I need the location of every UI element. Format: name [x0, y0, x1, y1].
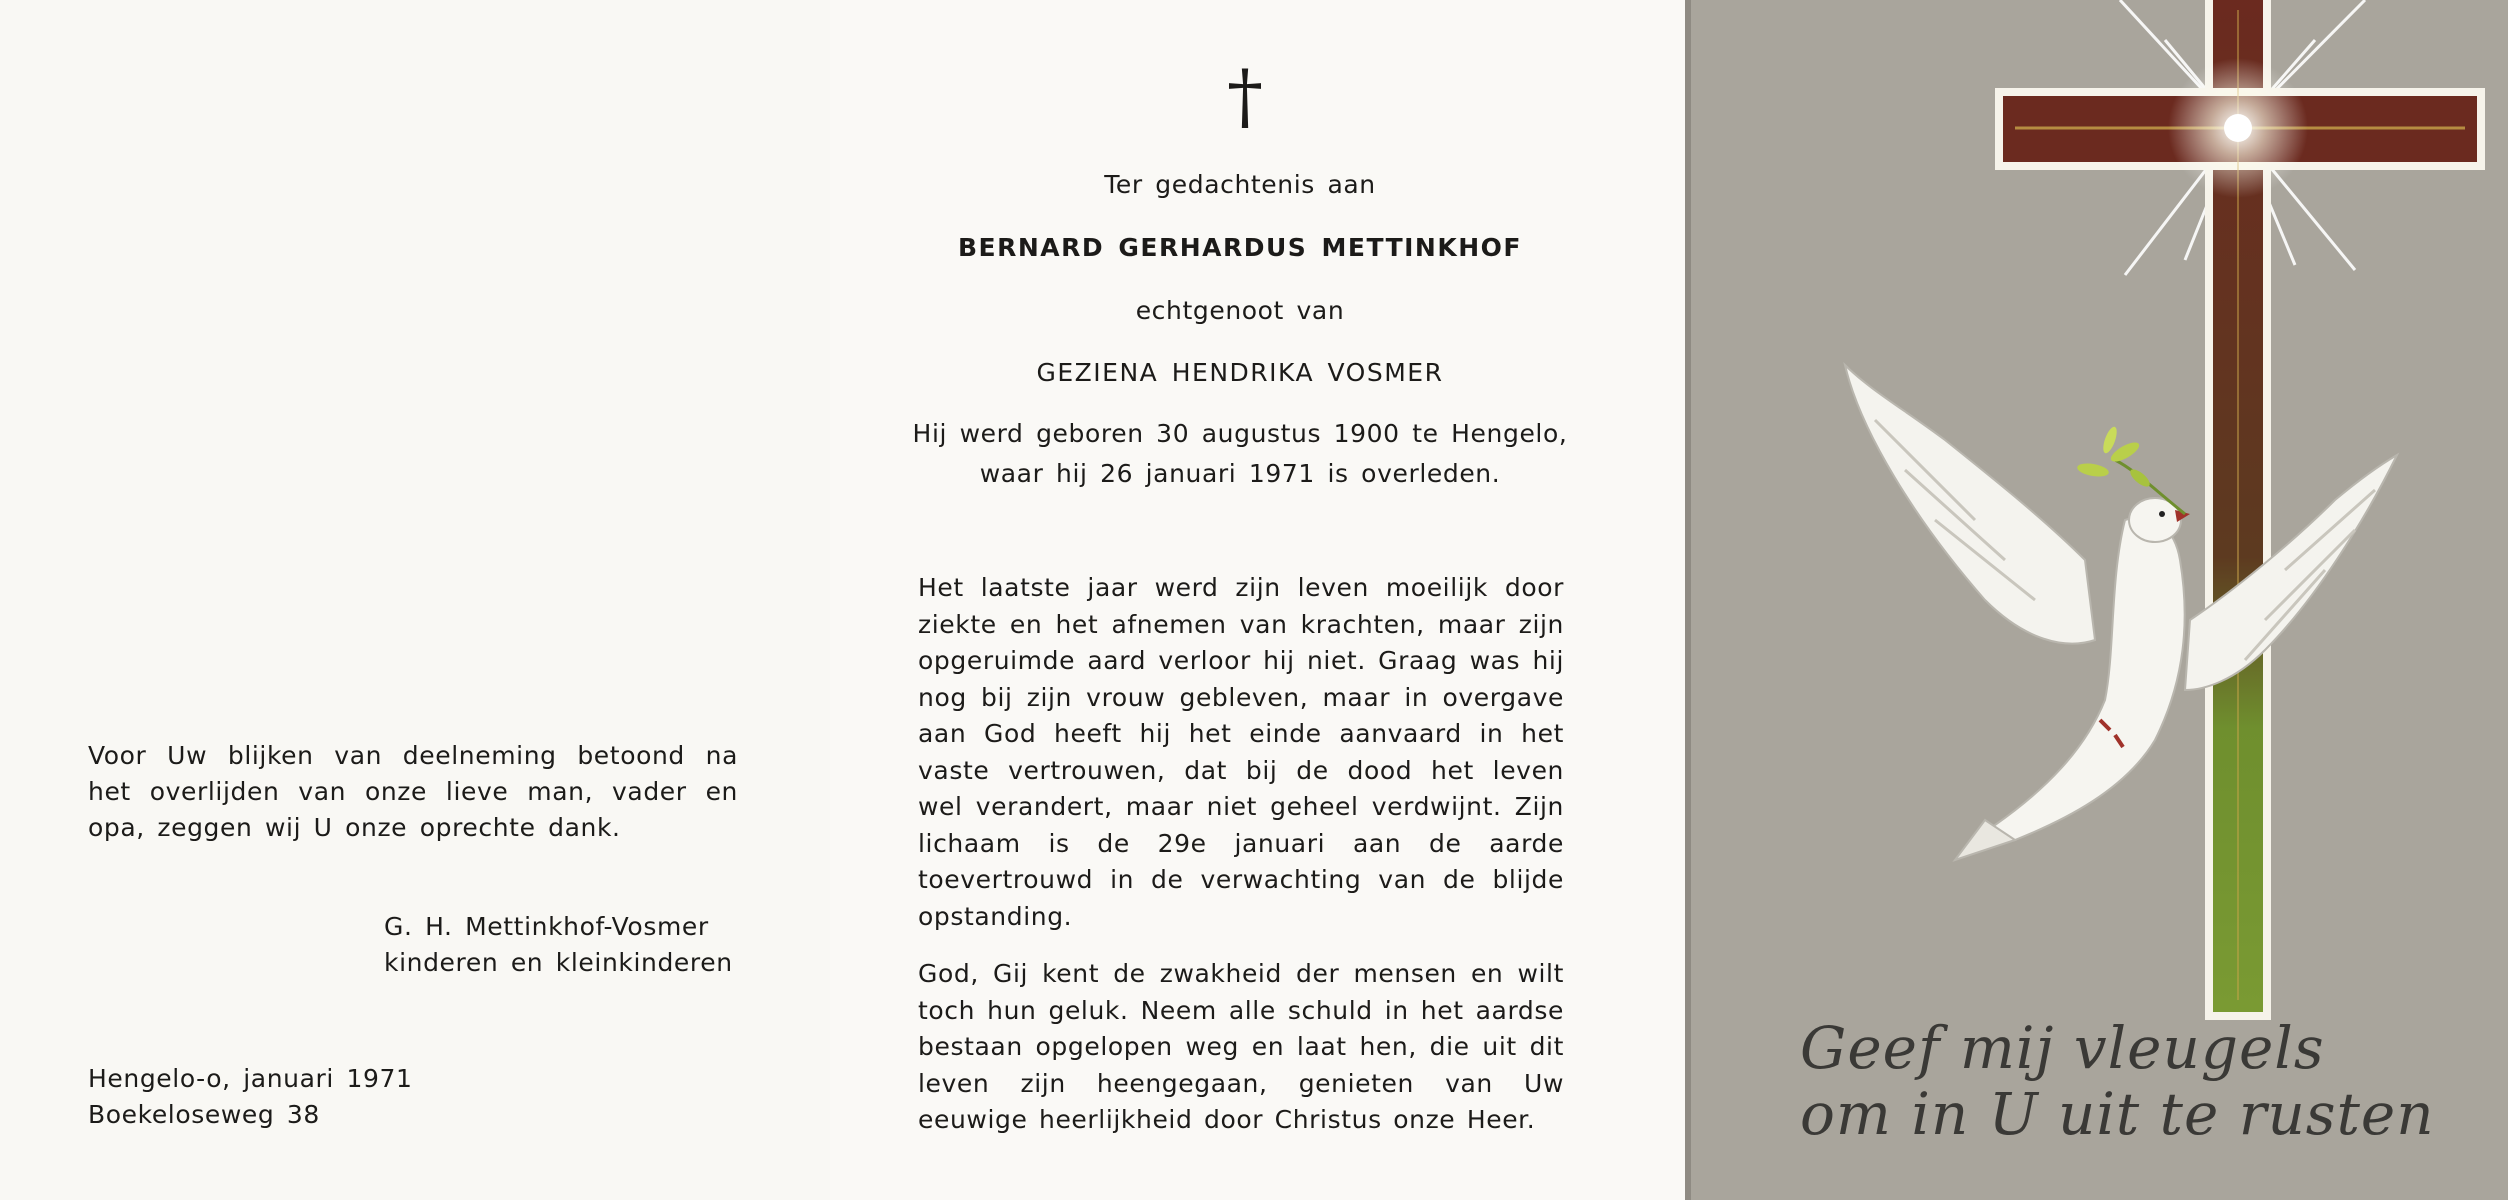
motto [1800, 1015, 2500, 1147]
left-panel [0, 0, 830, 1200]
prayer-paragraph: God, Gij kent de zwakheid der mensen en wilt toch hun geluk. Neem alle schuld in het aardse bestaan opgelopen weg en laat hen, die uit dit leven zijn heengegaan, genieten van Uw eeuwige heerlijkheid door Christus onze Heer. [918, 959, 1564, 1134]
birth-line: Hij werd geboren 30 augustus 1900 te Hengelo, [912, 419, 1568, 448]
signature-family: kinderen en kleinkinderen [384, 948, 733, 977]
spouse-name: GEZIENA HENDRIKA VOSMER [1036, 358, 1444, 387]
life-dates [880, 414, 1600, 494]
signature [384, 909, 733, 981]
relation-text: echtgenoot van [1135, 296, 1345, 325]
cross-icon: † [1227, 54, 1263, 138]
death-line: waar hij 26 januari 1971 is overleden. [979, 459, 1501, 488]
signature-name: G. H. Mettinkhof-Vosmer [384, 912, 709, 941]
dove-icon [1845, 365, 2397, 860]
biography-paragraph: Het laatste jaar werd zijn leven moeilijk door ziekte en het afnemen van krachten, maar zijn opgeruimde aard verloor hij niet. Graag was hij nog bij zijn vrouw gebleven, maar in overgave aan God heeft hij het einde aanvaard in het vaste vertrouwen, dat bij de dood het leven wel verandert, maar niet geheel verdwijnt. Zijn lichaam is de 29e januari aan de aarde toevertrouwd in de verwachting van de blijde opstanding. [918, 573, 1564, 931]
deceased-name: BERNARD GERHARDUS METTINKHOF [958, 233, 1522, 262]
motto-line-2: om in U uit te rusten [1800, 1080, 2435, 1148]
memorial-heading: Ter gedachtenis aan [1104, 170, 1376, 199]
place-date-block [88, 1061, 413, 1133]
address: Boekeloseweg 38 [88, 1100, 320, 1129]
motto-line-1: Geef mij vleugels [1800, 1014, 2325, 1082]
thanks-text: Voor Uw blijken van deelneming betoond na het overlijden van onze lieve man, vader en opa, zeggen wij U onze oprechte dank. [88, 741, 738, 842]
place-date: Hengelo-o, januari 1971 [88, 1064, 413, 1093]
